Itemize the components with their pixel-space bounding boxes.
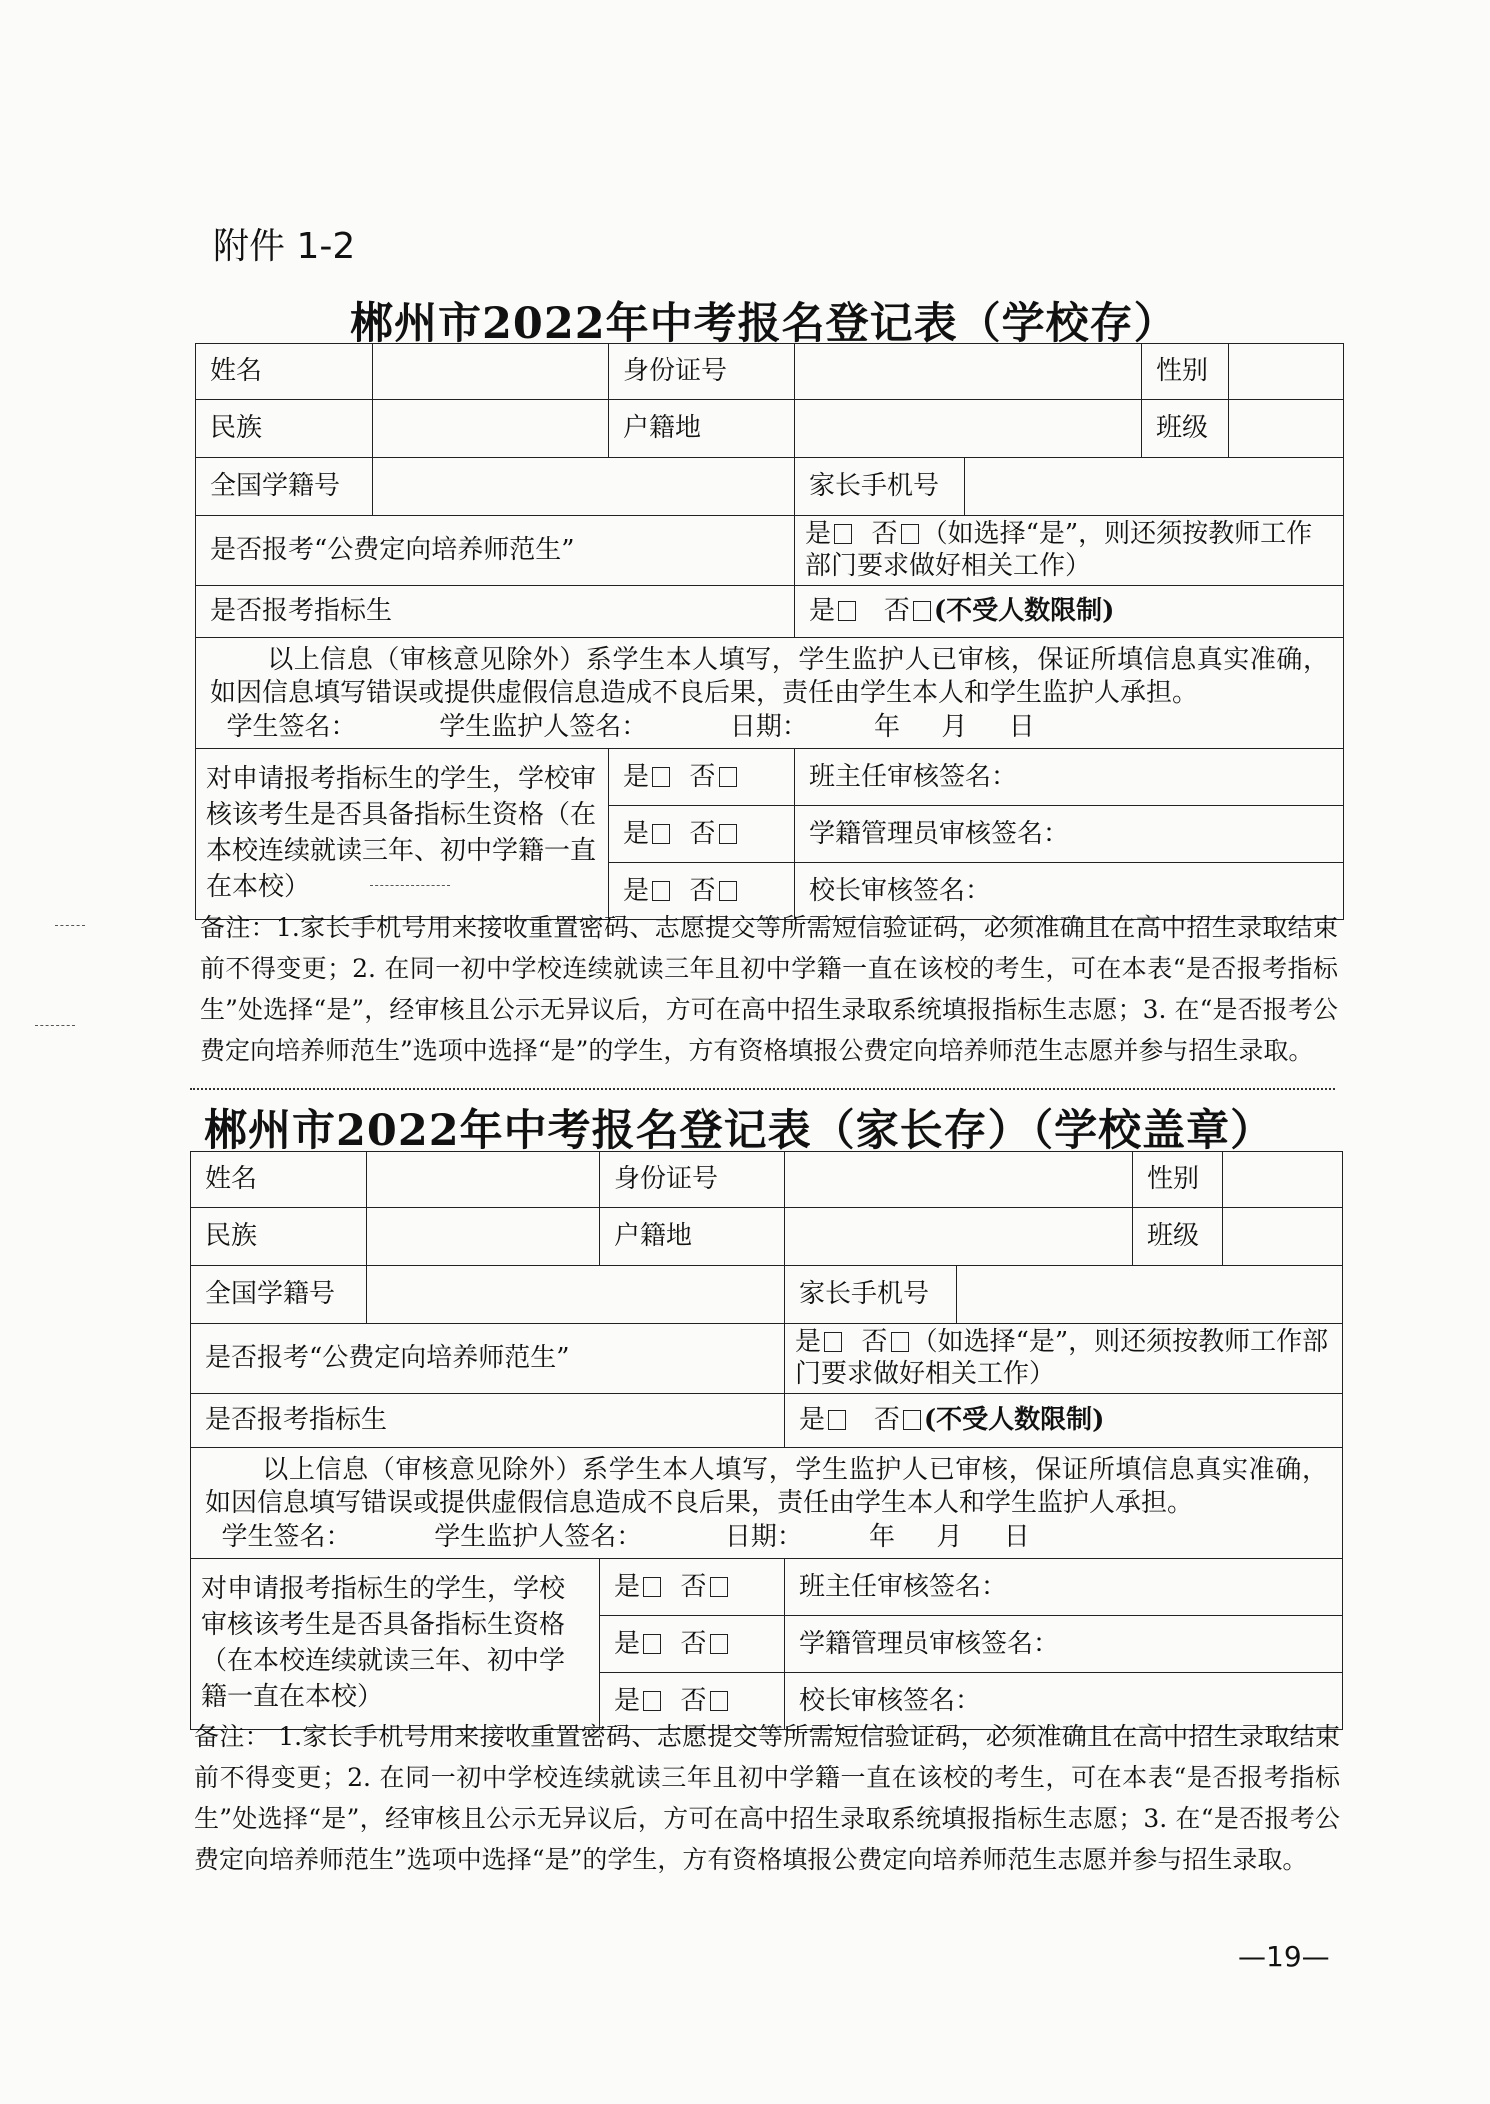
form2-class-label: 班级 [1133,1208,1223,1266]
form1-review-yesno-3[interactable]: 是 否 [609,862,795,919]
form2-household-field[interactable] [785,1208,1133,1266]
form2-quota-yes-checkbox[interactable] [828,1410,846,1430]
form1-quota-no-checkbox[interactable] [913,601,931,621]
form1-phone-label: 家长手机号 [795,458,965,516]
form2-signature-line: 学生签名： 学生监护人签名： 日期： 年 月 日 [221,1521,1030,1552]
form1-quota-label: 是否报考指标生 [196,586,795,638]
form2-review-yesno-1[interactable]: 是 否 [600,1558,785,1615]
form2-quota-options[interactable]: 是 否 (不受人数限制) [785,1394,1343,1448]
form1-name-field[interactable] [373,344,609,400]
scan-artifact [370,885,450,886]
cut-divider [190,1088,1335,1090]
form1-teacher-no-checkbox[interactable] [901,524,919,544]
page-number: —19— [1238,1940,1330,1973]
form2-name-label: 姓名 [191,1152,367,1208]
form2-declaration: 以上信息（审核意见除外）系学生本人填写，学生监护人已审核，保证所填信息真实准确，如因信息填写错误或提供虚假信息造成不良后果，责任由学生本人和学生监护人承担。 学生签名： 学生监护人签名： 日期： 年 月 日 [191,1448,1343,1559]
form1-name-label: 姓名 [196,344,373,400]
attachment-label: 附件 1-2 [213,226,356,267]
form1-signer-registrar[interactable]: 学籍管理员审核签名： [795,805,1344,862]
form1-teacher-program-label: 是否报考“公费定向培养师范生” [196,516,795,586]
form1-household-field[interactable] [795,400,1142,458]
form1-teacher-yes-checkbox[interactable] [834,524,852,544]
scan-artifact [55,925,85,926]
form2-signer-registrar[interactable]: 学籍管理员审核签名： [785,1615,1343,1672]
form2-review-question: 对申请报考指标生的学生，学校审核该考生是否具备指标生资格（在本校连续就读三年、初中学籍一直在本校） [191,1558,600,1729]
form1-review-yesno-1[interactable]: 是 否 [609,748,795,805]
form2-gender-field[interactable] [1223,1152,1343,1208]
form2-phone-field[interactable] [957,1266,1343,1324]
form2-phone-label: 家长手机号 [785,1266,957,1324]
form2-student-id-field[interactable] [367,1266,785,1324]
form1-ethnicity-field[interactable] [373,400,609,458]
form1-review-question: 对申请报考指标生的学生，学校审核该考生是否具备指标生资格（在本校连续就读三年、初中学籍一直在本校） [196,748,609,919]
form2-table [190,1151,1343,1730]
form1-declaration: 以上信息（审核意见除外）系学生本人填写，学生监护人已审核，保证所填信息真实准确，如因信息填写错误或提供虚假信息造成不良后果，责任由学生本人和学生监护人承担。 学生签名： 学生监护人签名： 日期： 年 月 日 [196,638,1344,749]
form1-student-id-field[interactable] [373,458,795,516]
form1-gender-label: 性别 [1142,344,1229,400]
form1-title: 郴州市2022年中考报名登记表（学校存） [350,299,1178,349]
form1-ethnicity-label: 民族 [196,400,373,458]
form2-quota-no-checkbox[interactable] [903,1410,921,1430]
form1-teacher-program-options[interactable]: 是 否 （如选择“是”，则还须按教师工作部门要求做好相关工作） [795,516,1344,586]
form2-review-yesno-2[interactable]: 是 否 [600,1615,785,1672]
form1-quota-options[interactable]: 是 否 (不受人数限制) [795,586,1344,638]
form2-signer-headteacher[interactable]: 班主任审核签名： [785,1558,1343,1615]
form2-class-field[interactable] [1223,1208,1343,1266]
form1-class-label: 班级 [1142,400,1229,458]
form1-gender-field[interactable] [1229,344,1344,400]
form2-gender-label: 性别 [1133,1152,1223,1208]
form2-note: 备注： 1.家长手机号用来接收重置密码、志愿提交等所需短信验证码，必须准确且在高中招生录取结束前不得变更；2. 在同一初中学校连续就读三年且初中学籍一直在该校的考生，可在本表“是否报考指标生”处选择“是”，经审核且公示无异议后，方可在高中招生录取系统填报指标生志愿；3. 在“是否报考公费定向培养师范生”选项中选择“是”的学生，方有资格填报公费定向培养师范生志愿并参与招生录取。 [194,1722,1340,1874]
form1-student-id-label: 全国学籍号 [196,458,373,516]
form1-note: 备注：1.家长手机号用来接收重置密码、志愿提交等所需短信验证码，必须准确且在高中招生录取结束前不得变更；2. 在同一初中学校连续就读三年且初中学籍一直在该校的考生，可在本表“是否报考指标生”处选择“是”，经审核且公示无异议后，方可在高中招生录取系统填报指标生志愿；3. 在“是否报考公费定向培养师范生”选项中选择“是”的学生，方有资格填报公费定向培养师范生志愿并参与招生录取。 [200,913,1338,1065]
form1-review-yesno-2[interactable]: 是 否 [609,805,795,862]
form2-id-label: 身份证号 [600,1152,785,1208]
form2-teacher-yes-checkbox[interactable] [824,1332,842,1352]
form2-quota-label: 是否报考指标生 [191,1394,785,1448]
form1-phone-field[interactable] [965,458,1344,516]
form2-name-field[interactable] [367,1152,600,1208]
form2-title: 郴州市2022年中考报名登记表（家长存）（学校盖章） [204,1106,1275,1156]
form1-class-field[interactable] [1229,400,1344,458]
form1-signature-line: 学生签名： 学生监护人签名： 日期： 年 月 日 [226,711,1035,742]
form2-ethnicity-field[interactable] [367,1208,600,1266]
form1-household-label: 户籍地 [609,400,795,458]
form1-id-field[interactable] [795,344,1142,400]
form2-household-label: 户籍地 [600,1208,785,1266]
scan-artifact [35,1025,75,1026]
form1-signer-principal[interactable]: 校长审核签名： [795,862,1344,919]
form2-teacher-program-options[interactable]: 是 否 （如选择“是”，则还须按教师工作部门要求做好相关工作） [785,1324,1343,1394]
form2-ethnicity-label: 民族 [191,1208,367,1266]
form2-teacher-no-checkbox[interactable] [891,1332,909,1352]
form2-signer-principal[interactable]: 校长审核签名： [785,1672,1343,1729]
form1-id-label: 身份证号 [609,344,795,400]
form2-review-yesno-3[interactable]: 是 否 [600,1672,785,1729]
form1-table [195,343,1344,920]
form2-student-id-label: 全国学籍号 [191,1266,367,1324]
form1-signer-headteacher[interactable]: 班主任审核签名： [795,748,1344,805]
form2-teacher-program-label: 是否报考“公费定向培养师范生” [191,1324,785,1394]
form2-id-field[interactable] [785,1152,1133,1208]
form1-quota-yes-checkbox[interactable] [838,601,856,621]
